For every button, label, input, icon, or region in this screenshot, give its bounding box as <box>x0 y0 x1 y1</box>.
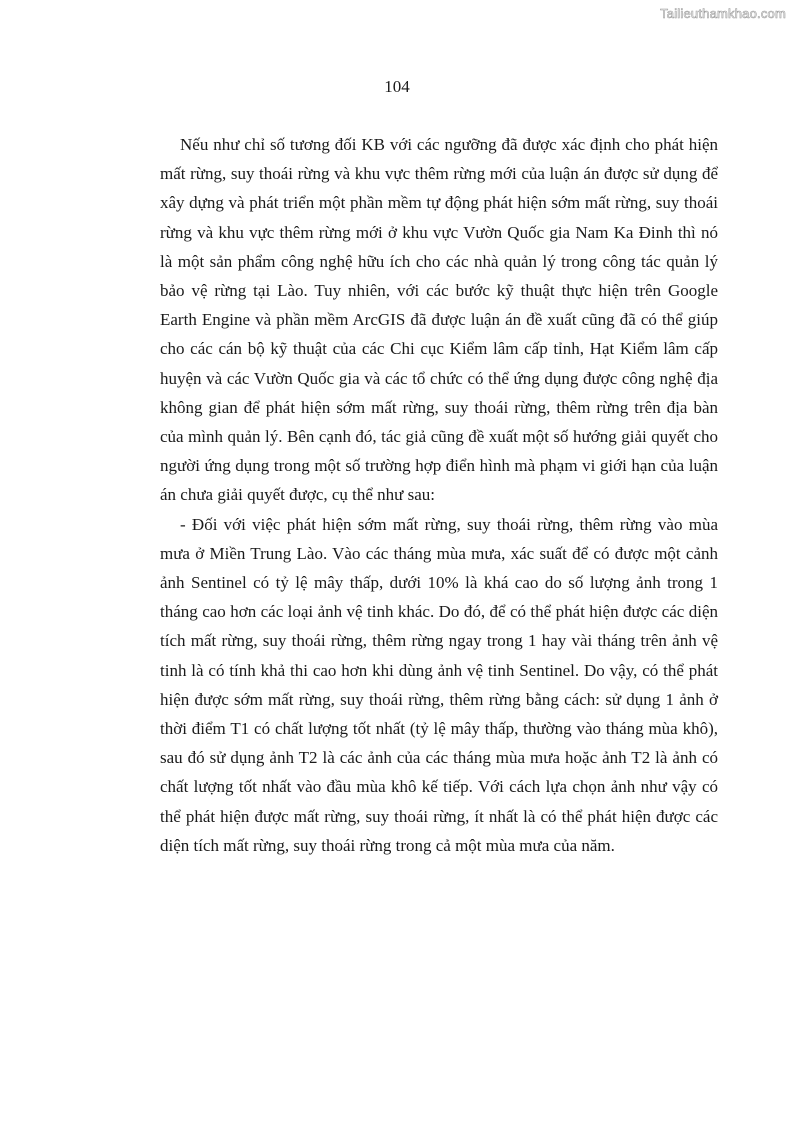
paragraph-rainy-season: - Đối với việc phát hiện sớm mất rừng, suy thoái rừng, thêm rừng vào mùa mưa ở Miền Trung Lào. Vào các tháng mùa mưa, xác suất để có được một cảnh ảnh Sentinel có tỷ lệ mây thấp, dưới 10% là khá cao do số lượng ảnh trong 1 tháng cao hơn các loại ảnh vệ tinh khác. Do đó, để có thể phát hiện được các diện tích mất rừng, suy thoái rừng, thêm rừng ngay trong 1 hay vài tháng trên ảnh vệ tinh là có tính khả thi cao hơn khi dùng ảnh vệ tinh Sentinel. Do vậy, có thể phát hiện được sớm mất rừng, suy thoái rừng, thêm rừng bằng cách: sử dụng 1 ảnh ở thời điểm T1 có chất lượng tốt nhất (tỷ lệ mây thấp, thường vào tháng mùa khô), sau đó sử dụng ảnh T2 là các ảnh của các tháng mùa mưa hoặc ảnh T2 là ảnh có chất lượng tốt nhất vào đầu mùa khô kế tiếp. Với cách lựa chọn ảnh như vậy có thể phát hiện được mất rừng, suy thoái rừng, ít nhất là có thể phát hiện được các diện tích mất rừng, suy thoái rừng trong cả một mùa mưa của năm. <box>160 514 718 855</box>
watermark-text: Tailieuthamkhao.com <box>660 6 786 21</box>
page-number: 104 <box>384 77 410 96</box>
document-body <box>160 130 718 860</box>
paragraph-intro: Nếu như chỉ số tương đối KB với các ngưỡng đã được xác định cho phát hiện mất rừng, suy thoái rừng và khu vực thêm rừng mới của luận án được sử dụng để xây dựng và phát triển một phần mềm tự động phát hiện sớm mất rừng, suy thoái rừng và khu vực thêm rừng mới ở khu vực Vườn Quốc gia Nam Ka Đinh thì nó là một sản phẩm công nghệ hữu ích cho các nhà quản lý trong công tác quản lý bảo vệ rừng tại Lào. Tuy nhiên, với các bước kỹ thuật thực hiện trên Google Earth Engine và phần mềm ArcGIS đã được luận án đề xuất cũng đã có thể giúp cho các cán bộ kỹ thuật của các Chi cục Kiểm lâm cấp tỉnh, Hạt Kiểm lâm cấp huyện và các Vườn Quốc gia và các tổ chức có thể ứng dụng được công nghệ địa không gian để phát hiện sớm mất rừng, suy thoái rừng, thêm rừng trên địa bàn của mình quản lý. Bên cạnh đó, tác giả cũng đề xuất một số hướng giải quyết cho người ứng dụng trong một số trường hợp điển hình mà phạm vi giới hạn của luận án chưa giải quyết được, cụ thể như sau: <box>160 135 718 505</box>
